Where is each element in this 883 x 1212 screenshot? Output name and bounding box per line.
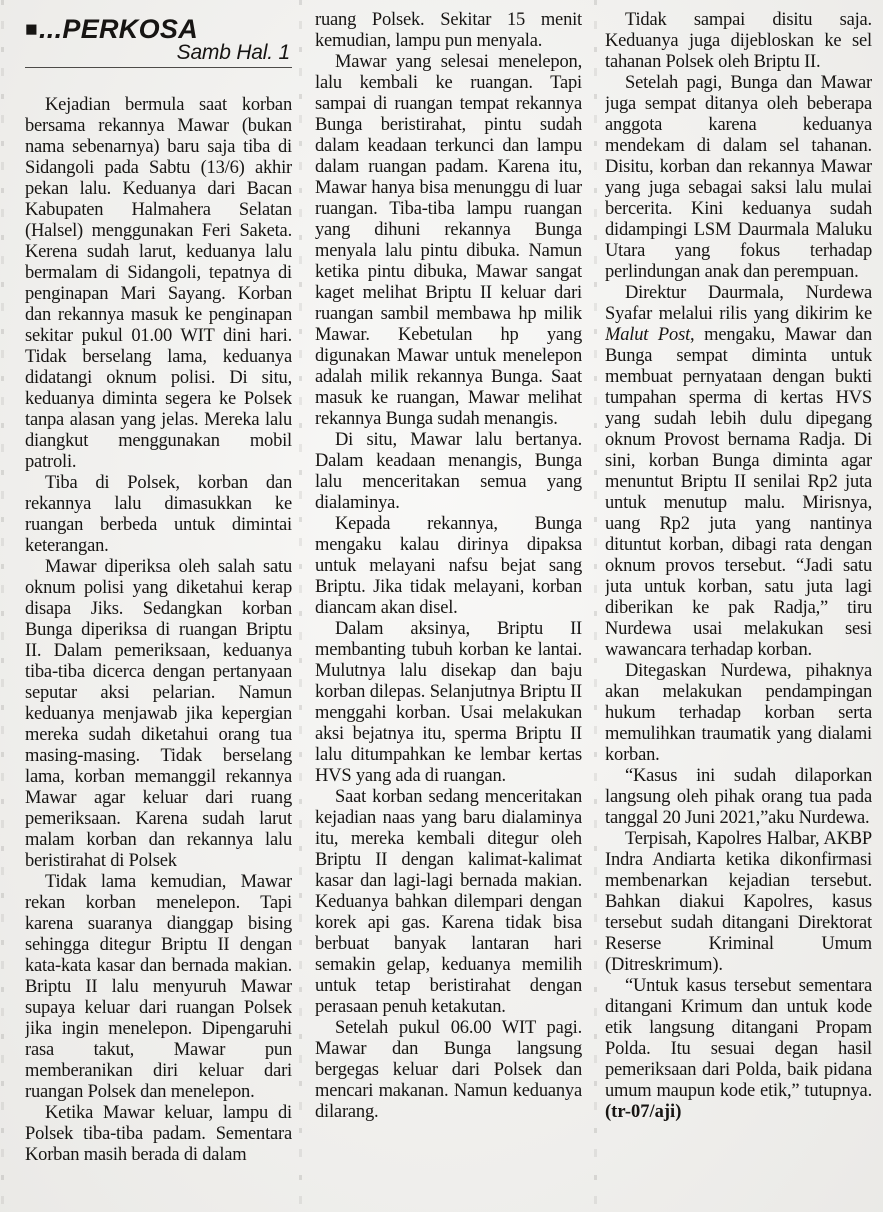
paragraph-segment: Direktur Daurmala, Nurdewa Syafar melalui rilis yang dikirim ke (605, 283, 872, 324)
paragraph: Setelah pagi, Bunga dan Mawar juga sempat ditanya oleh beberapa anggota karena keduanya mendekam di dalam sel tahanan. Disitu, korban dan rekannya Mawar yang juga sebagai saksi lalu mulai bercerita. Kini keduanya sudah didampingi LSM Daurmala Maluku Utara yang fokus terhadap perlindungan anak dan perempuan. (605, 73, 872, 282)
paragraph: Ditegaskan Nurdewa, pihaknya akan melakukan pendampingan hukum terhadap korban serta memulihkan traumatik yang dialami korban. (605, 661, 872, 765)
article-title-text: ...PERKOSA (38, 14, 199, 44)
paragraph-segment: , mengaku, Mawar dan Bunga sempat diminta untuk membuat pernyataan dengan bukti tumpahan sperma di kertas HVS yang sudah lebih dulu dipegang oknum Provost bernama Radja. Di sini, korban Bunga diminta agar menuntut Briptu II senilai Rp2 juta untuk menutup malu. Mirisnya, uang Rp2 juta yang nantinya dituntut korban, dibagi rata dengan oknum provos tersebut. “Jadi satu juta untuk korban, satu juta lagi diberikan ke pak Radja,” tiru Nurdewa usai melakukan sesi wawancara terhadap korban. (605, 325, 872, 660)
paragraph-continuation: ruang Polsek. Sekitar 15 menit kemudian, lampu pun menyala. (315, 10, 582, 51)
scan-artifact (1, 0, 4, 1212)
paragraph-segment: “Untuk kasus tersebut sementara ditangani Krimum dan untuk kode etik langsung ditangani Propam Polda. Itu sesuai degan hasil pemeriksaan dari Polda, baik pidana umum maupun kode etik,” tutupnya. (605, 976, 872, 1101)
paragraph: Ketika Mawar keluar, lampu di Polsek tiba-tiba padam. Sementara Korban masih berada di dalam (25, 1103, 292, 1165)
paragraph: Tidak lama kemudian, Mawar rekan korban menelepon. Tapi karena suaranya dianggap bising sehingga ditegur Briptu II dengan kata-kata kasar dan bernada makian. Briptu II lalu menyuruh Mawar supaya keluar dari ruangan Polsek jika ingin menelepon. Dipengaruhi rasa takut, Mawar pun memberanikan diri keluar dari ruangan Polsek dan menelepon. (25, 872, 292, 1102)
paragraph: Tiba di Polsek, korban dan rekannya lalu dimasukkan ke ruangan berbeda untuk dimintai keterangan. (25, 473, 292, 556)
square-bullet-icon: ■ (25, 18, 38, 41)
publication-name: Malut Post (605, 325, 691, 345)
header-divider (25, 67, 292, 68)
paragraph: Tidak sampai disitu saja. Keduanya juga dijebloskan ke sel tahanan Polsek oleh Briptu II. (605, 10, 872, 72)
continued-from-note: Samb Hal. 1 (176, 41, 290, 64)
paragraph: Saat korban sedang menceritakan kejadian naas yang baru dialaminya itu, mereka kembali ditegur oleh Briptu II dengan kalimat-kalimat kasar dan lagi-lagi bernada makian. Keduanya bahkan dilempari dengan korek api gas. Karena tidak bisa berbuat banyak lantaran hari semakin gelap, keduanya memilih untuk tetap beristirahat dengan perasaan penuh ketakutan. (315, 787, 582, 1017)
article-column-3 (605, 10, 872, 1212)
paragraph (605, 283, 872, 661)
paragraph (605, 976, 872, 1123)
paragraph: Mawar yang selesai menelepon, lalu kembali ke ruangan. Tapi sampai di ruangan tempat rekannya Bunga beristirahat, pintu sudah dalam keadaan terkunci dan lampu dalam ruangan padam. Karena itu, Mawar hanya bisa menunggu di luar ruangan. Tiba-tiba lampu ruangan yang dihuni rekannya Bunga menyala lalu pintu dibuka. Namun ketika pintu dibuka, Mawar sangat kaget melihat Briptu II keluar dari ruangan sambil membawa hp milik Mawar. Kebetulan hp yang digunakan Mawar untuk menelepon adalah milik rekannya Bunga. Saat masuk ke ruangan, Mawar melihat rekannya Bunga sudah menangis. (315, 52, 582, 429)
paragraph: Dalam aksinya, Briptu II membanting tubuh korban ke lantai. Mulutnya lalu disekap dan baju korban dilepas. Selanjutnya Briptu II menggahi korban. Usai melakukan aksi bejatnya itu, sperma Briptu II lalu ditumpahkan ke lembar kertas HVS yang ada di ruangan. (315, 619, 582, 786)
paragraph: Kejadian bermula saat korban bersama rekannya Mawar (bukan nama sebenarnya) baru saja tiba di Sidangoli pada Sabtu (13/6) akhir pekan lalu. Keduanya dari Bacan Kabupaten Halmahera Selatan (Halsel) menggunakan Feri Saketa. Kerena sudah larut, keduanya lalu bermalam di Sidangoli, tepatnya di penginapan Mari Sayang. Korban dan rekannya masuk ke penginapan sekitar pukul 01.00 WIT dini hari. Tidak berselang lama, keduanya didatangi oknum polisi. Di situ, keduanya diminta segera ke Polsek tanpa alasan yang jelas. Mereka lalu diangkut menggunakan mobil patroli. (25, 95, 292, 472)
paragraph: Terpisah, Kapolres Halbar, AKBP Indra Andiarta ketika dikonfirmasi membenarkan kejadian tersebut. Bahkan diakui Kapolres, kasus tersebut sudah ditangani Direktorat Reserse Kriminal Umum (Ditreskrimum). (605, 829, 872, 975)
paragraph: Kepada rekannya, Bunga mengaku kalau dirinya dipaksa untuk melayani nafsu bejat sang Briptu. Jika tidak melayani, korban diancam akan disel. (315, 514, 582, 618)
scan-artifact (299, 0, 302, 1212)
paragraph: Di situ, Mawar lalu bertanya. Dalam keadaan menangis, Bunga lalu menceritakan semua yang dialaminya. (315, 430, 582, 513)
article-column-2 (315, 10, 582, 1212)
paragraph: Setelah pukul 06.00 WIT pagi. Mawar dan Bunga langsung bergegas keluar dari Polsek dan mencari makanan. Namun keduanya dilarang. (315, 1018, 582, 1122)
paragraph: “Kasus ini sudah dilaporkan langsung oleh pihak orang tua pada tanggal 20 Juni 2021,”aku Nurdewa. (605, 766, 872, 828)
reporter-credit: (tr-07/aji) (605, 1102, 682, 1122)
article-column-1 (25, 10, 292, 1212)
continuation-header (25, 15, 292, 68)
paragraph: Mawar diperiksa oleh salah satu oknum polisi yang diketahui kerap disapa Jiks. Sedangkan korban Bunga diperiksa di ruangan Briptu II. Dalam pemeriksaan, keduanya tiba-tiba dicerca dengan pertanyaan seputar aksi pelarian. Namun keduanya menjawab jika kepergian mereka sudah diketahui orang tua masing-masing. Tidak berselang lama, korban memanggil rekannya Mawar agar keluar dari ruang pemeriksaan. Karena sudah larut malam korban dan rekannya lalu beristirahat di Polsek (25, 557, 292, 871)
scan-artifact (594, 0, 597, 1212)
